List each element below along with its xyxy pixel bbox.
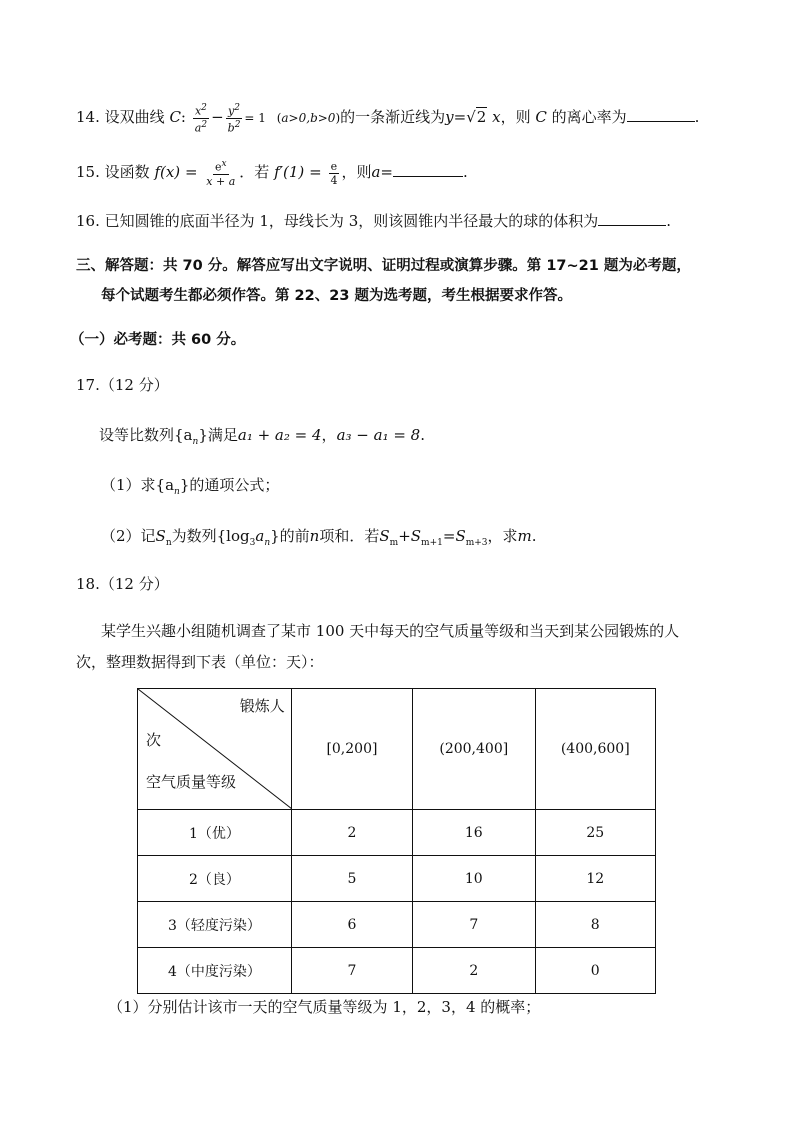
table-row [138, 948, 656, 994]
question-17-stem: 设等比数列$\{a_n\}$满足a₁ + a₂ = 4，a₃ − a₁ = 8. [99, 426, 426, 447]
column-header: (200,400] [413, 689, 535, 810]
row-label: 3（轻度污染） [138, 902, 292, 948]
column-header: [0,200] [291, 689, 412, 810]
answer-blank[interactable] [393, 161, 463, 177]
question-17-header: 17.（12 分） [76, 376, 169, 394]
question-18-stem-line2: 次，整理数据得到下表（单位：天）： [76, 653, 324, 671]
question-18-stem-line1: 某学生兴趣小组随机调查了某市 100 天中每天的空气质量等级和当天到某公园锻炼的人 [101, 622, 680, 640]
table-cell: 25 [535, 810, 655, 856]
question-18-part-1: （1）分别估计该市一天的空气质量等级为 1，2，3，4 的概率； [108, 998, 541, 1016]
answer-blank[interactable] [598, 210, 666, 226]
table-cell: 12 [535, 856, 655, 902]
answer-blank[interactable] [627, 106, 695, 122]
row-label: 4（中度污染） [138, 948, 292, 994]
fraction-ex: $\frac{e^x}{x + a}$ [206, 159, 236, 188]
fraction-x2-a2: $\frac{x^2}{a^2}$ [194, 103, 208, 135]
table-cell: 7 [291, 948, 412, 994]
question-15: 15. 设函数 f(x) = $\frac{e^x}{x + a}$ ．若 f′(1) = $\frac{e}{4}$ ，则a= . [76, 159, 468, 188]
row-label: 2（良） [138, 856, 292, 902]
table-corner-cell [138, 689, 292, 810]
air-quality-table [137, 688, 656, 994]
table-cell: 16 [413, 810, 535, 856]
corner-top-label: 锻炼人 [239, 697, 285, 715]
sqrt-icon: √ [466, 108, 476, 127]
question-17-part-2: （2）记$S_n$为数列$\{\log_3a_n\}$的前n项和．若$S_m+S_{m+1}=S_{m+3}$，求m. [101, 527, 537, 548]
subsection-heading: （一）必考题：共 60 分。 [70, 332, 246, 348]
table-row [138, 902, 656, 948]
fraction-e-4: $\frac{e}{4}$ [330, 159, 338, 187]
question-number: 15. [76, 163, 100, 181]
table-cell: 2 [291, 810, 412, 856]
table-header-row [138, 689, 656, 810]
question-14: 14. 设双曲线 C: $\frac{x^2}{a^2}$ − $\frac{y^2}{b^2}$ = 1 (a>0,b>0)的一条渐近线为y=√2 x，则 C 的离心率为 . [76, 103, 700, 135]
table-cell: 7 [413, 902, 535, 948]
section-heading: 三、解答题：共 70 分。解答应写出文字说明、证明过程或演算步骤。第 17~21 题为必考题， [76, 258, 691, 274]
table-cell: 8 [535, 902, 655, 948]
table-cell: 6 [291, 902, 412, 948]
column-header: (400,600] [535, 689, 655, 810]
question-17-part-1: （1）求$\{a_n\}$的通项公式； [101, 476, 280, 497]
question-number: 14. [76, 108, 100, 127]
table-cell: 5 [291, 856, 412, 902]
table-row [138, 810, 656, 856]
question-18-header: 18.（12 分） [76, 575, 169, 593]
row-label: 1（优） [138, 810, 292, 856]
question-16: 16. 已知圆锥的底面半径为 1，母线长为 3，则该圆锥内半径最大的球的体积为 . [76, 212, 672, 230]
fraction-y2-b2: $\frac{y^2}{b^2}$ [227, 103, 241, 135]
table-cell: 2 [413, 948, 535, 994]
corner-mid-label: 次 [146, 731, 162, 749]
table-cell: 10 [413, 856, 535, 902]
table-cell: 0 [535, 948, 655, 994]
corner-bottom-label: 空气质量等级 [146, 773, 237, 791]
table-row [138, 856, 656, 902]
section-subtext: 每个试题考生都必须作答。第 22、23 题为选考题，考生根据要求作答。 [101, 288, 572, 304]
